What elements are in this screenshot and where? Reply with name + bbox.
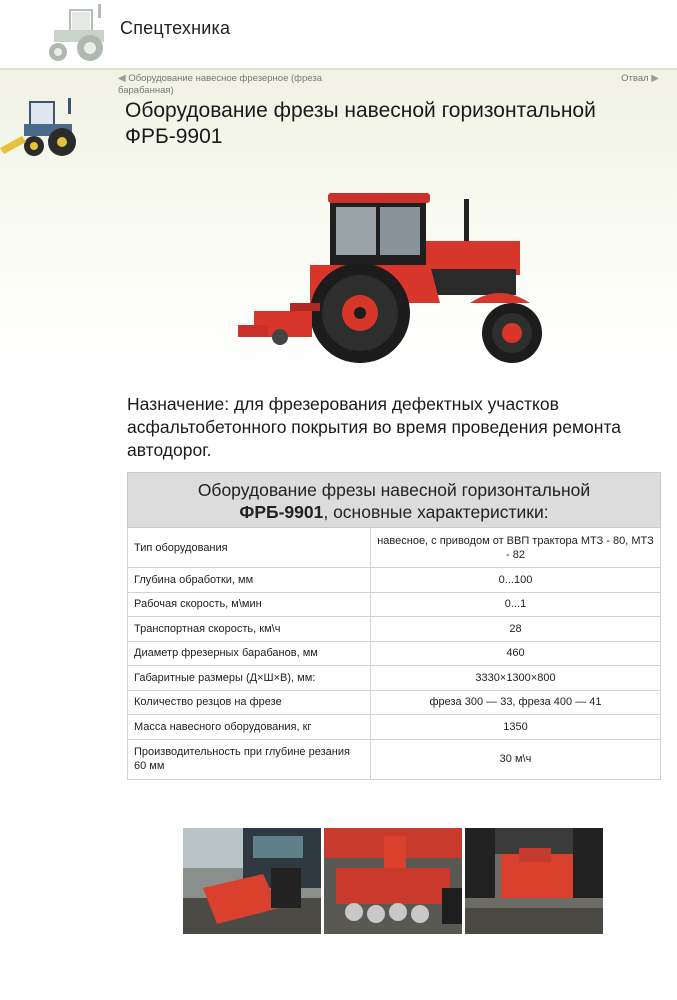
spec-name: Масса навесного оборудования, кг bbox=[128, 715, 371, 740]
spec-name: Диаметр фрезерных барабанов, мм bbox=[128, 641, 371, 666]
chevron-left-icon: ◀ bbox=[118, 73, 126, 84]
tractor-logo-icon bbox=[40, 4, 112, 64]
chevron-right-icon: ▶ bbox=[651, 73, 659, 84]
next-page-label: Отвал bbox=[621, 73, 649, 84]
spec-value: навесное, с приводом от ВВП трактора МТЗ - 80, МТЗ - 82 bbox=[371, 528, 661, 568]
table-row bbox=[128, 641, 661, 666]
purpose-text: Назначение: для фрезерования дефектных участков асфальтобетонного покрытия во время проведения ремонта автодорог. bbox=[127, 394, 621, 460]
specs-heading-line1: Оборудование фрезы навесной горизонтальной bbox=[197, 480, 591, 500]
spec-name: Глубина обработки, мм bbox=[128, 568, 371, 593]
table-row bbox=[128, 568, 661, 593]
spec-name: Тип оборудования bbox=[128, 528, 371, 568]
tractor-with-attachment-icon bbox=[0, 98, 86, 160]
tractor-photo bbox=[230, 185, 550, 370]
prev-page-link[interactable] bbox=[118, 73, 368, 97]
next-page-link[interactable] bbox=[621, 73, 659, 84]
gallery-photo-1[interactable] bbox=[183, 828, 321, 934]
gallery-photo-2[interactable] bbox=[324, 828, 462, 934]
prev-page-label: Оборудование навесное фрезерное (фреза барабанная) bbox=[118, 73, 322, 96]
gallery-photo-3[interactable] bbox=[465, 828, 603, 934]
photo-gallery bbox=[183, 828, 603, 934]
spec-value: 460 bbox=[371, 641, 661, 666]
spec-value: 1350 bbox=[371, 715, 661, 740]
spec-name: Производительность при глубине резания 60 мм bbox=[128, 739, 371, 779]
table-row bbox=[128, 715, 661, 740]
spec-value: 3330×1300×800 bbox=[371, 666, 661, 691]
specs-table-heading bbox=[128, 473, 661, 528]
spec-name: Количество резцов на фрезе bbox=[128, 690, 371, 715]
table-row bbox=[128, 528, 661, 568]
site-header bbox=[0, 0, 677, 68]
specs-heading-rest: , основные характеристики: bbox=[323, 502, 549, 522]
table-row bbox=[128, 690, 661, 715]
specs-heading-model: ФРБ-9901 bbox=[239, 502, 324, 522]
table-row bbox=[128, 739, 661, 779]
table-row bbox=[128, 666, 661, 691]
spec-value: фреза 300 — 33, фреза 400 — 41 bbox=[371, 690, 661, 715]
spec-name: Рабочая скорость, м\мин bbox=[128, 592, 371, 617]
table-row bbox=[128, 617, 661, 642]
site-title: Спецтехника bbox=[120, 18, 231, 38]
spec-name: Транспортная скорость, км\ч bbox=[128, 617, 371, 642]
page-title: Оборудование фрезы навесной горизонтальной ФРБ-9901 bbox=[125, 99, 596, 148]
spec-value: 28 bbox=[371, 617, 661, 642]
header-divider bbox=[0, 68, 677, 70]
spec-name: Габаритные размеры (Д×Ш×В), мм: bbox=[128, 666, 371, 691]
spec-value: 30 м\ч bbox=[371, 739, 661, 779]
specs-table bbox=[127, 472, 661, 780]
spec-value: 0...100 bbox=[371, 568, 661, 593]
table-row bbox=[128, 592, 661, 617]
spec-value: 0...1 bbox=[371, 592, 661, 617]
